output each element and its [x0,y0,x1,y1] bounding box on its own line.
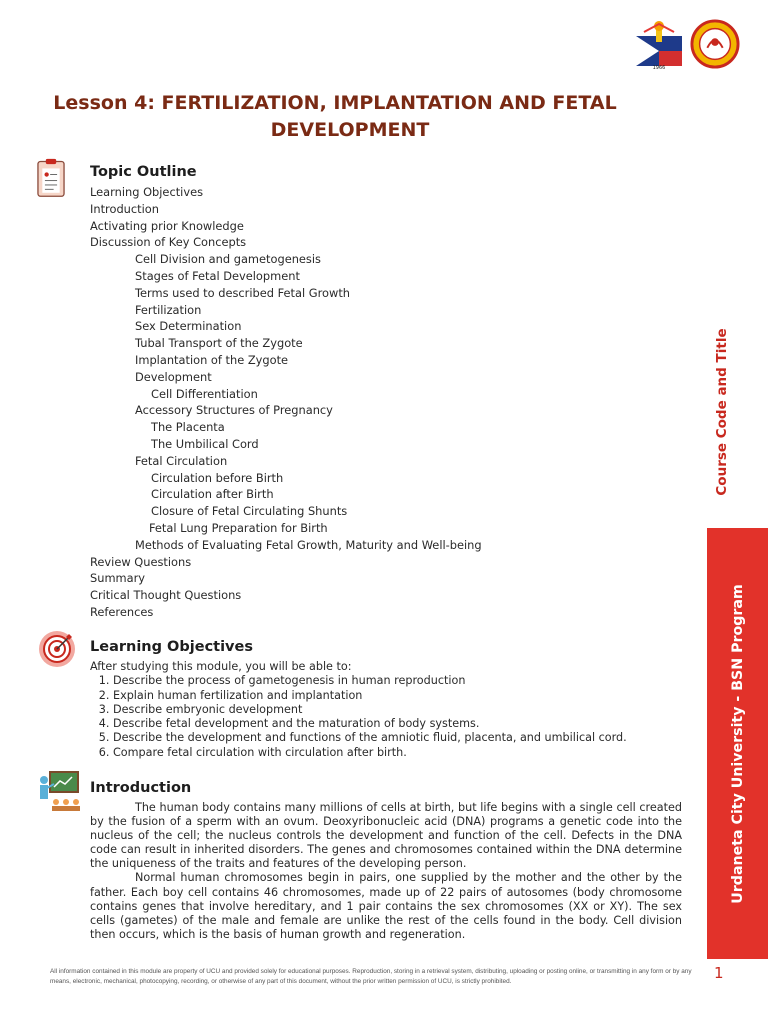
objective-item: 4. Describe fetal development and the maturation of body systems. [113,717,690,731]
introduction-heading: Introduction [90,780,192,796]
outline-item: Fertilization [135,302,202,317]
header-logos [634,18,740,70]
program-sidebar [707,528,768,959]
outline-item: Cell Division and gametogenesis [135,252,321,267]
learning-objectives-block [90,660,690,760]
outline-item: Activating prior Knowledge [90,218,244,233]
outline-item: References [90,604,154,619]
ucu-flag-logo [634,18,684,70]
outline-item: Learning Objectives [90,185,204,199]
course-code-label: Course Code and Title [714,328,730,496]
outline-item: Methods of Evaluating Fetal Growth, Maturity and Well-being [135,537,482,552]
outline-item: The Placenta [151,420,225,435]
objective-item: 2. Explain human fertilization and implantation [113,689,690,703]
outline-item: Implantation of the Zygote [135,352,289,367]
outline-item: Review Questions [90,554,192,569]
ucu-seal-logo [690,18,740,70]
introduction-body [90,801,682,942]
program-label: Urdaneta City University - BSN Program [729,583,746,904]
lesson-title-line1: Lesson 4: FERTILIZATION, IMPLANTATION AND FETAL [53,92,617,114]
outline-item: Stages of Fetal Development [135,268,300,283]
outline-item: Terms used to described Fetal Growth [135,285,351,300]
topic-outline-heading: Topic Outline [90,164,197,180]
outline-item: The Umbilical Cord [151,436,259,451]
outline-item: Closure of Fetal Circulating Shunts [151,504,348,519]
outline-item: Discussion of Key Concepts [90,235,247,250]
copyright-footer: All information contained in this module are property of UCU and provided solely for educational purposes. Reproduction, storing in a retrieval system, distributing, uploading or posting online, or transmitting in any form or by any means, electronic, mechanical, photocopying, recording, or otherwise of any part of this document, without the prior written permission of UCU, is strictly prohibited. [50,968,692,985]
lesson-title [0,90,700,144]
intro-paragraph: Normal human chromosomes begin in pairs, one supplied by the mother and the other by the father. Each boy cell contains 46 chromosomes, made up of 22 pairs of autosomes (body chromosome contains genes that involve hereditary, and 1 pair contains the sex chromosomes (XX or XY). The sex cells (gametes) of the male and female are unlike the rest of the cells found in the body. Cell division then occurs, which is the basis of human growth and regeneration. [90,871,682,941]
outline-item: Sex Determination [135,319,242,334]
learning-objectives-heading: Learning Objectives [90,639,253,655]
outline-item: Circulation before Birth [151,470,284,485]
outline-item: Introduction [90,201,159,216]
logo-year: 1966 [652,65,666,70]
objective-item: 3. Describe embryonic development [113,703,690,717]
topic-outline-list [90,184,482,621]
clipboard-icon [34,158,68,198]
objectives-list [90,674,690,760]
outline-item: Circulation after Birth [151,487,274,502]
outline-item: Accessory Structures of Pregnancy [135,403,333,418]
outline-item: Cell Differentiation [151,386,258,401]
target-icon [38,630,76,668]
outline-item: Tubal Transport of the Zygote [135,336,303,351]
objective-item: 1. Describe the process of gametogenesis in human reproduction [113,674,690,688]
outline-item: Summary [90,571,146,586]
outline-item: Fetal Lung Preparation for Birth [149,520,328,535]
intro-paragraph: The human body contains many millions of cells at birth, but life begins with a single cell created by the fusion of a sperm with an ovum. Deoxyribonucleic acid (DNA) programs a genetic code into the nucleus of the cell; the nucleus controls the development and function of the cell. Defects in the DNA code can result in inherited disorders. The genes and chromosomes contained within the DNA determine the uniqueness of the traits and features of the developing person. [90,801,682,871]
page-number: 1 [714,964,724,982]
objective-item: 6. Compare fetal circulation with circulation after birth. [113,746,690,760]
outline-item: Development [135,369,212,384]
teacher-board-icon [36,770,80,812]
objectives-intro: After studying this module, you will be able to: [90,660,352,673]
objective-item: 5. Describe the development and functions of the amniotic fluid, placenta, and umbilical cord. [113,731,690,745]
outline-item: Critical Thought Questions [90,588,242,603]
lesson-title-line2: DEVELOPMENT [270,119,430,141]
course-code-label-container [704,330,740,494]
outline-item: Fetal Circulation [135,453,228,468]
